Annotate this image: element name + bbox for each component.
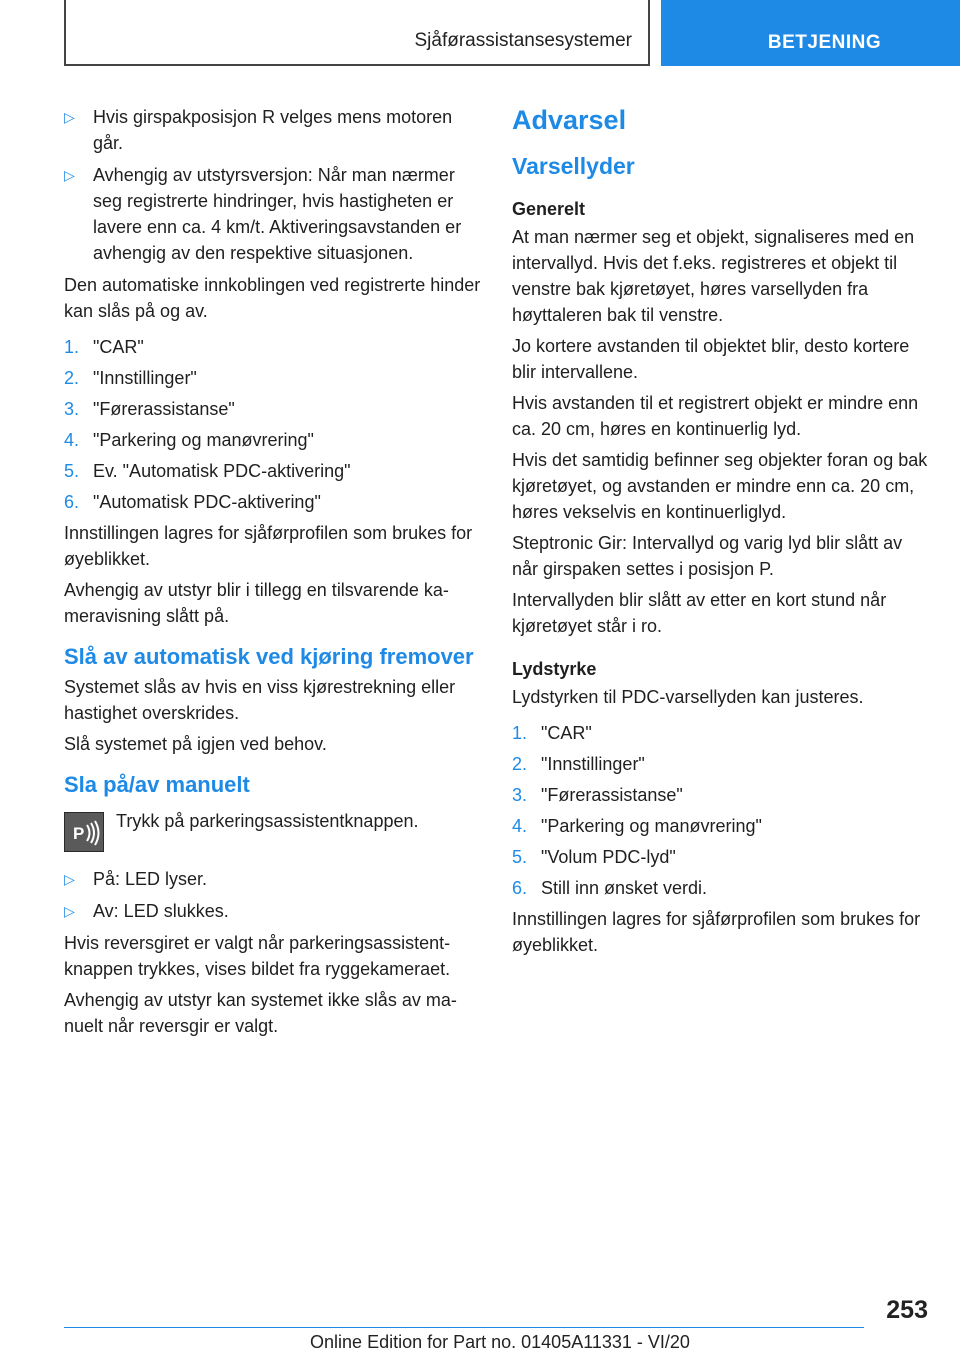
bullet-item: ▷ På: LED lyser. (64, 866, 482, 892)
list-item: 1. "CAR" (64, 337, 144, 357)
svg-text:P: P (73, 824, 85, 843)
paragraph: Hvis det samtidig befinner seg objekter foran og bak kjøretøyet, og avstanden er mindre enn ca. 20 cm, høres vekselvis en kontinuerliglyd. (512, 450, 928, 522)
paragraph: Slå systemet på igjen ved behov. (64, 734, 327, 754)
heading-manual: Sla på/av manuelt (64, 772, 250, 797)
list-item: 6. "Automatisk PDC-aktivering" (64, 492, 321, 512)
paragraph: At man nærmer seg et objekt, signaliseres med en intervallyd. Hvis det f.eks. registreres et objekt til venstre bak kjøretøyet, høres varsellyden fra høyttaleren bak til venstre. (512, 227, 915, 325)
heading-warning-sounds: Varsellyder (512, 153, 635, 179)
footer-divider (64, 1327, 864, 1328)
list-item: 4. "Parkering og manøvrering" (512, 816, 762, 836)
bullet-item: ▷ Avhengig av utstyrsversjon: Når man nærmer seg registrerte hindringer, hvis hastigheten er lavere enn ca. 4 km/t. Aktiveringsavstanden er avhengig av den respektive situasjonen. (64, 162, 482, 266)
paragraph: Den automatiske innkoblingen ved registrerte hinder kan slås på og av. (64, 275, 481, 321)
paragraph: Hvis reversgiret er valgt når parkeringsassistentknappen trykkes, vises bildet fra ryggekameraet. (64, 933, 451, 979)
list-item: 1. "CAR" (512, 723, 592, 743)
paragraph: Jo kortere avstanden til objektet blir, desto kortere blir intervallene. (512, 336, 910, 382)
bullet-item: ▷ Hvis girspakposisjon R velges mens motoren går. (64, 104, 482, 156)
list-item: 2. "Innstillinger" (512, 754, 645, 774)
triangle-bullet-icon: ▷ (64, 871, 75, 887)
chapter-tab[interactable] (661, 0, 960, 66)
left-column (64, 104, 482, 1044)
paragraph: Avhengig av utstyr blir i tillegg en tilsvarende kameravisning slått på. (64, 580, 449, 626)
icon-instruction-text: Trykk på parkeringsassistentknappen. (116, 811, 419, 831)
header-section-box (64, 0, 650, 66)
steps-list (512, 720, 930, 901)
list-item: 4. "Parkering og manøvrering" (64, 430, 314, 450)
heading-volume: Lydstyrke (512, 659, 597, 679)
triangle-bullet-icon: ▷ (64, 167, 75, 183)
list-item: 5. Ev. "Automatisk PDC-aktivering" (64, 461, 351, 481)
steps-list (64, 334, 482, 515)
section-title: Sjåførassistansesystemer (414, 30, 632, 51)
list-item: 3. "Førerassistanse" (64, 399, 235, 419)
paragraph: Intervallyden blir slått av etter en kort stund når kjøretøyet står i ro. (512, 590, 887, 636)
heading-warning: Advarsel (512, 105, 627, 135)
icon-instruction (64, 808, 482, 852)
list-item: 6. Still inn ønsket verdi. (512, 878, 708, 898)
heading-general: Generelt (512, 199, 586, 219)
page-number: 253 (886, 1296, 928, 1324)
chapter-tab-label: BETJENING (767, 32, 882, 53)
list-item: 2. "Innstillinger" (64, 368, 197, 388)
paragraph: Innstillingen lagres for sjåførprofilen som brukes for øyeblikket. (512, 909, 921, 955)
paragraph: Hvis avstanden til et registrert objekt er mindre enn ca. 20 cm, høres en kontinuerlig lyd. (512, 393, 919, 439)
edition-footer: Online Edition for Part no. 01405A11331 - VI/20 (310, 1332, 690, 1352)
heading-auto-off: Slå av automatisk ved kjøring fremover (64, 644, 474, 669)
paragraph: Innstillingen lagres for sjåførprofilen som brukes for øyeblikket. (64, 523, 473, 569)
paragraph: Steptronic Gir: Intervallyd og varig lyd blir slått av når girspaken settes i posisjon P. (512, 533, 903, 579)
list-item: 3. "Førerassistanse" (512, 785, 683, 805)
paragraph: Systemet slås av hvis en viss kjørestrekning eller hastighet overskrides. (64, 677, 456, 723)
list-item: 5. "Volum PDC-lyd" (512, 847, 676, 867)
triangle-bullet-icon: ▷ (64, 903, 75, 919)
paragraph: Lydstyrken til PDC-varsellyden kan justeres. (512, 687, 864, 707)
parking-assistant-button-icon (64, 812, 104, 852)
bullet-item: ▷ Av: LED slukkes. (64, 898, 482, 924)
paragraph: Avhengig av utstyr kan systemet ikke slås av manuelt når reversgir er valgt. (64, 990, 457, 1036)
triangle-bullet-icon: ▷ (64, 109, 75, 125)
right-column (512, 104, 930, 963)
